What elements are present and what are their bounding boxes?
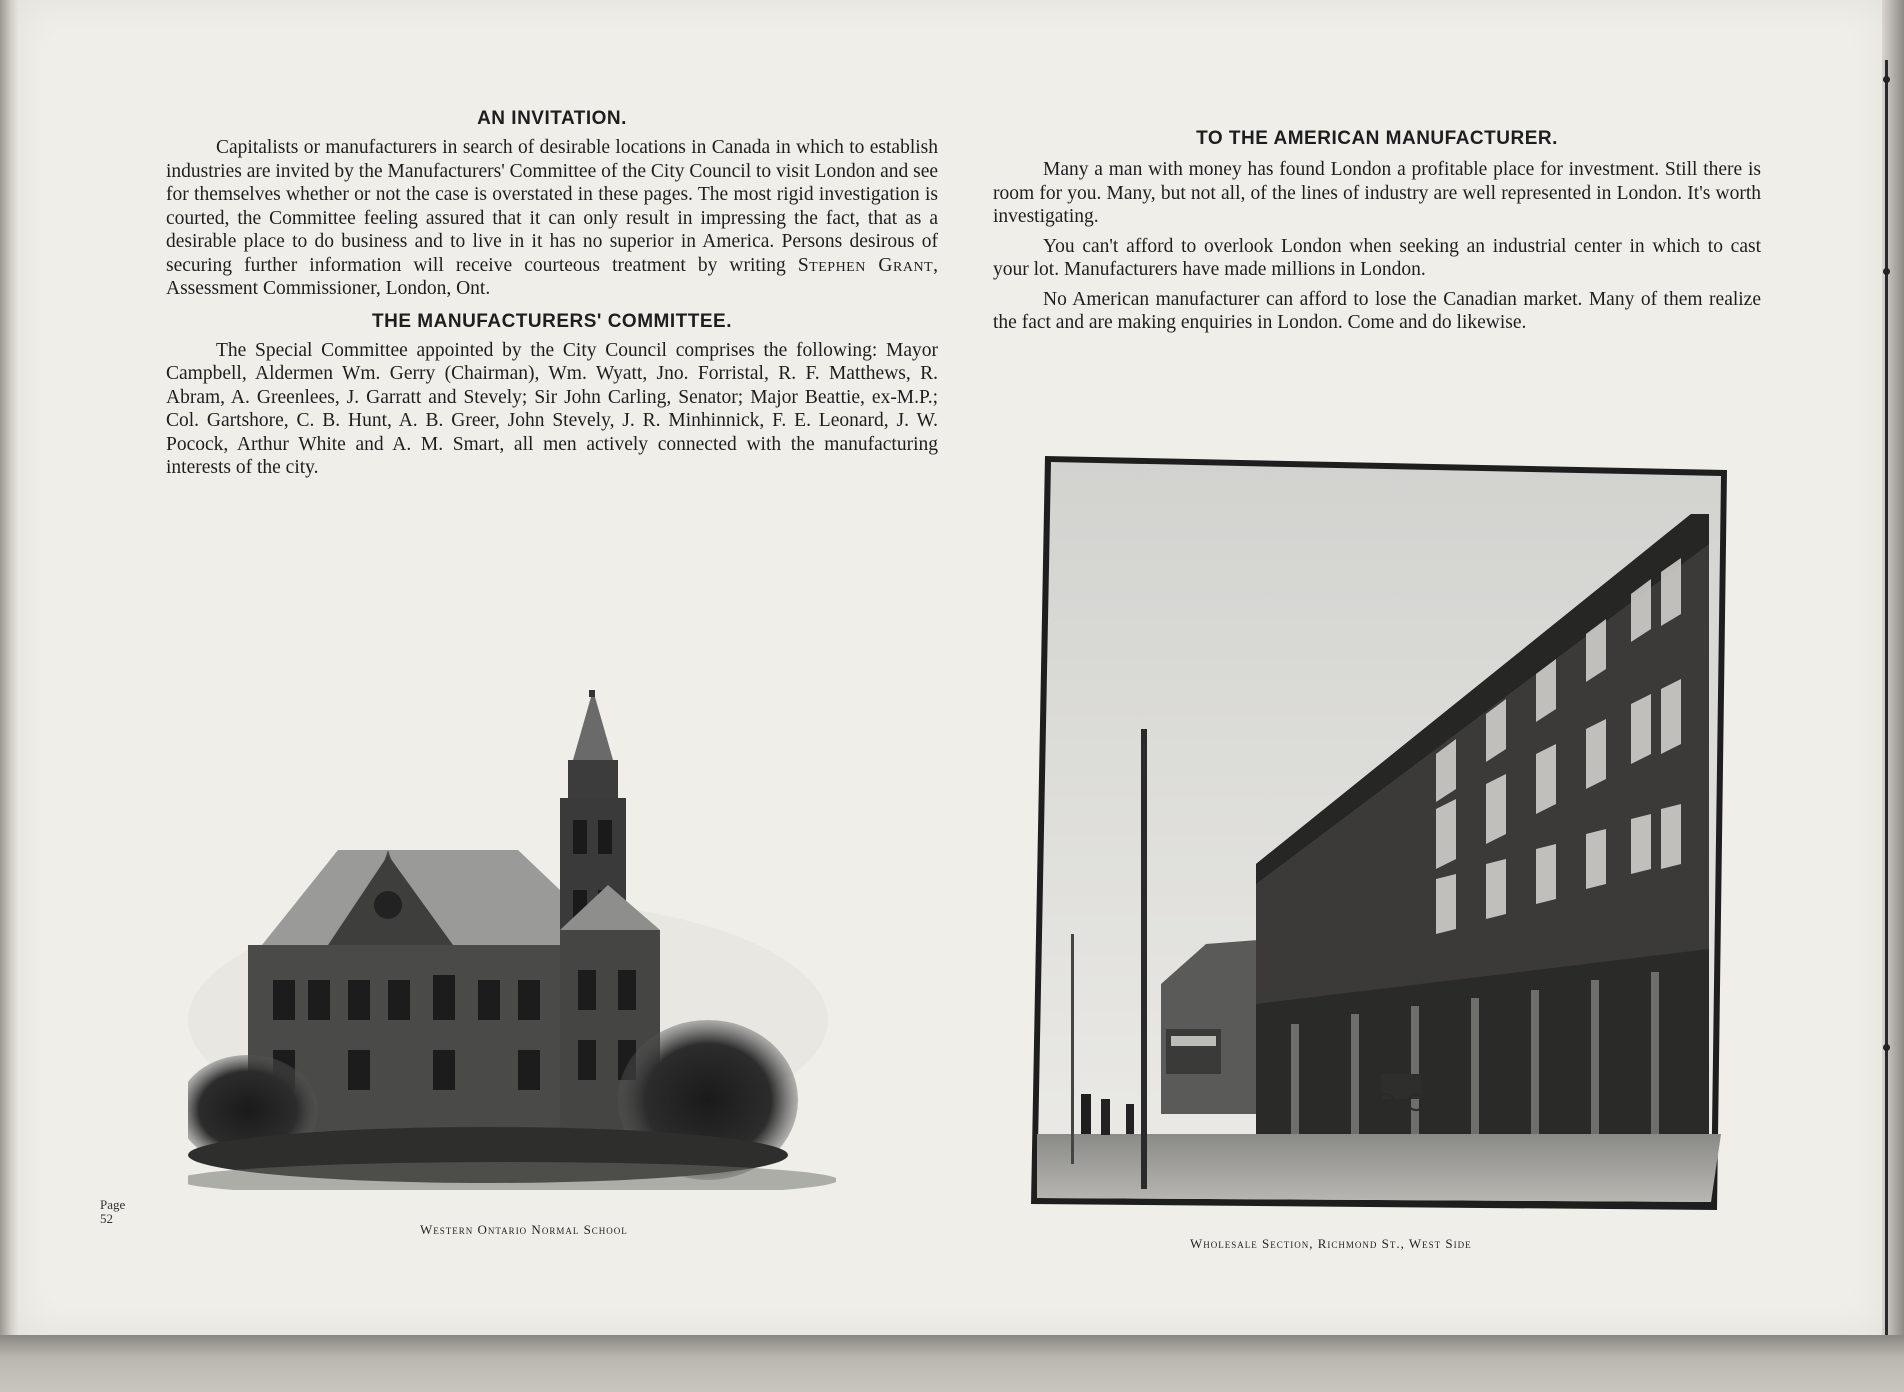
contact-name: Stephen Grant: [797, 254, 934, 276]
american-paragraph-3: No American manufacturer can afford to lose the Canadian market. Many of them realize the fact and are making enquiries in London. Come and do likewise.: [993, 288, 1761, 333]
american-heading: TO THE AMERICAN MANUFACTURER.: [1196, 128, 1558, 149]
left-column: [166, 108, 938, 480]
stitch-knot: [1883, 268, 1890, 275]
committee-heading: THE MANUFACTURERS' COMMITTEE.: [372, 310, 732, 332]
invitation-paragraph: [166, 136, 938, 301]
richmond-street-illustration: [1031, 454, 1731, 1214]
stitch-knot: [1883, 1044, 1890, 1051]
normal-school-caption: Western Ontario Normal School: [420, 1222, 628, 1237]
invitation-text-end: , Assessment Commissioner, London, Ont.: [166, 254, 938, 299]
invitation-heading: AN INVITATION.: [477, 108, 627, 129]
page-left-edge: [0, 0, 18, 1335]
invitation-text: Capitalists or manufacturers in search of desirable locations in Canada in which to establish industries are invited by the Manufacturers' Committee of the City Council to visit London and see for themselves whether or not the case is overstated in these pages. The most rigid investigation is courted, the Committee feeling assured that it can only result in impressing the fact, that as a desirable place to do business and to live in it has no superior in America. Persons desirous of securing further information will receive courteous treatment by writing: [166, 137, 938, 276]
page-bottom-edge: [0, 1335, 1904, 1392]
page-number-value: 52: [100, 1211, 113, 1226]
page-number: [100, 1198, 125, 1226]
american-paragraph-2: You can't afford to overlook London when seeking an industrial center in which to cast your lot. Manufacturers have made millions in London.: [993, 235, 1761, 280]
normal-school-photo: [188, 690, 836, 1190]
right-column: [993, 128, 1761, 335]
american-paragraph-1: Many a man with money has found London a profitable place for investment. Still there is room for you. Many, but not all, of the lines of industry are well represented in London. It's worth investigating.: [993, 159, 1761, 227]
book-page: [18, 0, 1884, 1335]
committee-paragraph: The Special Committee appointed by the City Council comprises the following: Mayor Campbell, Aldermen Wm. Gerry (Chairman), Wm. Wyatt, Jno. Forristal, R. F. Matthews, R. Abram, A. Greenlees, J. Garratt and Stevely; Sir John Carling, Senator; Major Beattie, ex-M.P.; Col. Gartshore, C. B. Hunt, A. B. Greer, John Stevely, J. R. Minhinnick, F. E. Leonard, J. W. Pocock, Arthur White and A. M. Smart, all men actively connected with the manufacturing interests of the city.: [166, 339, 938, 478]
page-label: Page: [100, 1197, 126, 1212]
binding-stitch: [1885, 60, 1888, 1335]
stitch-knot: [1883, 76, 1890, 83]
normal-school-illustration: [188, 690, 836, 1190]
richmond-street-caption: Wholesale Section, Richmond St., West Side: [1190, 1236, 1472, 1251]
richmond-street-photo: [1031, 454, 1731, 1214]
